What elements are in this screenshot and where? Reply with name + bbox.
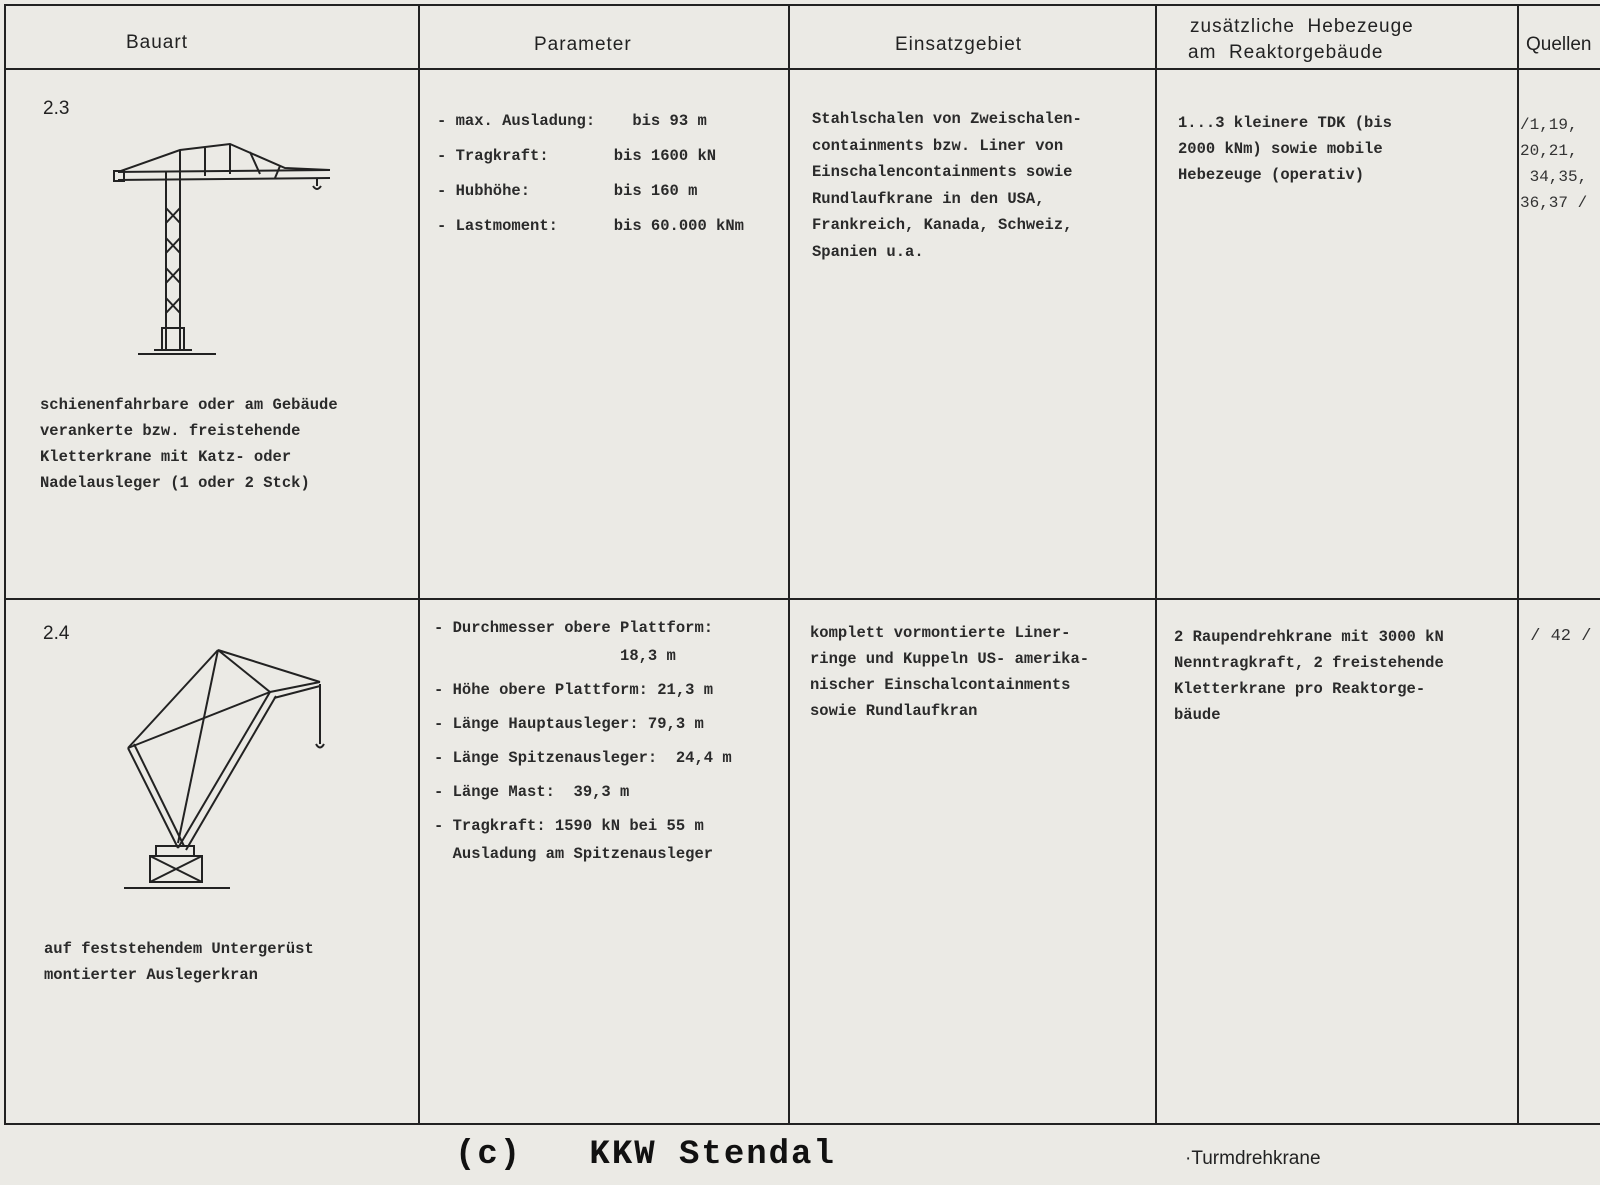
text-line: ringe und Kuppeln US- amerika- xyxy=(810,650,1090,668)
footer-title: (c) KKW Stendal xyxy=(455,1136,836,1174)
text-line: schienenfahrbare oder am Gebäude xyxy=(40,396,338,414)
text-line: Einschalencontainments sowie xyxy=(812,163,1073,181)
table-bottom-border xyxy=(4,1123,1600,1125)
header-einsatzgebiet: Einsatzgebiet xyxy=(895,34,1023,55)
tower-crane-drawing-icon xyxy=(110,128,340,368)
parameter-item: - Lastmoment: bis 60.000 kNm xyxy=(437,217,744,235)
text-line: auf feststehendem Untergerüst xyxy=(44,940,314,958)
source-ref: 34,35, xyxy=(1520,168,1588,186)
text-line: Frankreich, Kanada, Schweiz, xyxy=(812,216,1073,234)
text-line: Rundlaufkrane in den USA, xyxy=(812,189,1045,208)
text-line: 1...3 kleinere TDK (bis xyxy=(1178,114,1392,132)
col-border-2 xyxy=(788,4,790,1125)
source-ref: 20,21, xyxy=(1520,142,1578,160)
col-border-4 xyxy=(1517,4,1519,1125)
text-line: Nadelausleger (1 oder 2 Stck) xyxy=(40,474,310,492)
footer-subtitle: ·Turmdrehkrane xyxy=(1185,1148,1321,1169)
row-einsatzgebiet-text xyxy=(812,106,1082,265)
text-line: sowie Rundlaufkran xyxy=(810,702,978,720)
row-number: 2.3 xyxy=(43,98,70,119)
text-line: bäude xyxy=(1174,706,1221,724)
text-line: Spanien u.a. xyxy=(812,242,924,261)
parameter-item: - Höhe obere Plattform: 21,3 m xyxy=(434,681,714,699)
source-ref: /1,19, xyxy=(1520,116,1578,134)
row-quellen xyxy=(1520,624,1591,650)
text-line: verankerte bzw. freistehende xyxy=(40,422,301,440)
parameter-item: Ausladung am Spitzenausleger xyxy=(434,845,714,863)
header-bottom-border xyxy=(4,68,1600,70)
source-ref: 36,37 / xyxy=(1520,194,1588,212)
parameter-item: - Tragkraft: 1590 kN bei 55 m xyxy=(434,817,704,835)
text-line: Kletterkrane mit Katz- oder xyxy=(40,448,292,466)
row-hebezeuge-text xyxy=(1178,110,1392,188)
row-hebezeuge-text xyxy=(1174,624,1444,728)
parameter-item: - max. Ausladung: bis 93 m xyxy=(437,112,707,130)
row-bauart-description xyxy=(44,936,314,988)
row-parameter-list xyxy=(437,104,744,244)
row-parameter-list xyxy=(434,614,732,868)
col-border-1 xyxy=(418,4,420,1125)
row-number: 2.4 xyxy=(43,623,70,644)
row-bauart-description xyxy=(40,392,338,496)
col-border-left xyxy=(4,4,6,1125)
text-line: Kletterkrane pro Reaktorge- xyxy=(1174,680,1426,698)
parameter-item: - Hubhöhe: bis 160 m xyxy=(437,182,698,200)
parameter-item: - Länge Spitzenausleger: 24,4 m xyxy=(434,749,732,767)
text-line: 2000 kNm) sowie mobile xyxy=(1178,140,1383,158)
row-einsatzgebiet-text xyxy=(810,620,1089,724)
header-quellen: Quellen xyxy=(1526,34,1592,55)
row-quellen xyxy=(1520,112,1587,216)
text-line: containments bzw. Liner von xyxy=(812,136,1064,155)
col-border-3 xyxy=(1155,4,1157,1125)
header-parameter: Parameter xyxy=(534,34,632,55)
parameter-item: 18,3 m xyxy=(434,647,676,665)
text-line: komplett vormontierte Liner- xyxy=(810,624,1071,642)
derrick-crane-drawing-icon xyxy=(120,648,360,918)
table-top-border xyxy=(4,4,1600,6)
text-line: nischer Einschalcontainments xyxy=(810,676,1071,694)
header-hebezeuge-line1: zusätzliche Hebezeuge xyxy=(1190,16,1414,37)
text-line: Nenntragkraft, 2 freistehende xyxy=(1174,654,1444,672)
parameter-item: - Durchmesser obere Plattform: xyxy=(434,619,714,637)
text-line: Hebezeuge (operativ) xyxy=(1178,166,1365,184)
text-line: 2 Raupendrehkrane mit 3000 kN xyxy=(1174,628,1444,646)
parameter-item: - Länge Mast: 39,3 m xyxy=(434,783,630,801)
text-line: Stahlschalen von Zweischalen- xyxy=(812,110,1082,128)
header-bauart: Bauart xyxy=(126,32,188,53)
row-divider xyxy=(4,598,1600,600)
parameter-item: - Tragkraft: bis 1600 kN xyxy=(437,147,717,165)
source-ref: / 42 / xyxy=(1520,627,1592,646)
parameter-item: - Länge Hauptausleger: 79,3 m xyxy=(434,715,704,733)
text-line: montierter Auslegerkran xyxy=(44,966,258,984)
header-hebezeuge-line2: am Reaktorgebäude xyxy=(1188,42,1384,63)
